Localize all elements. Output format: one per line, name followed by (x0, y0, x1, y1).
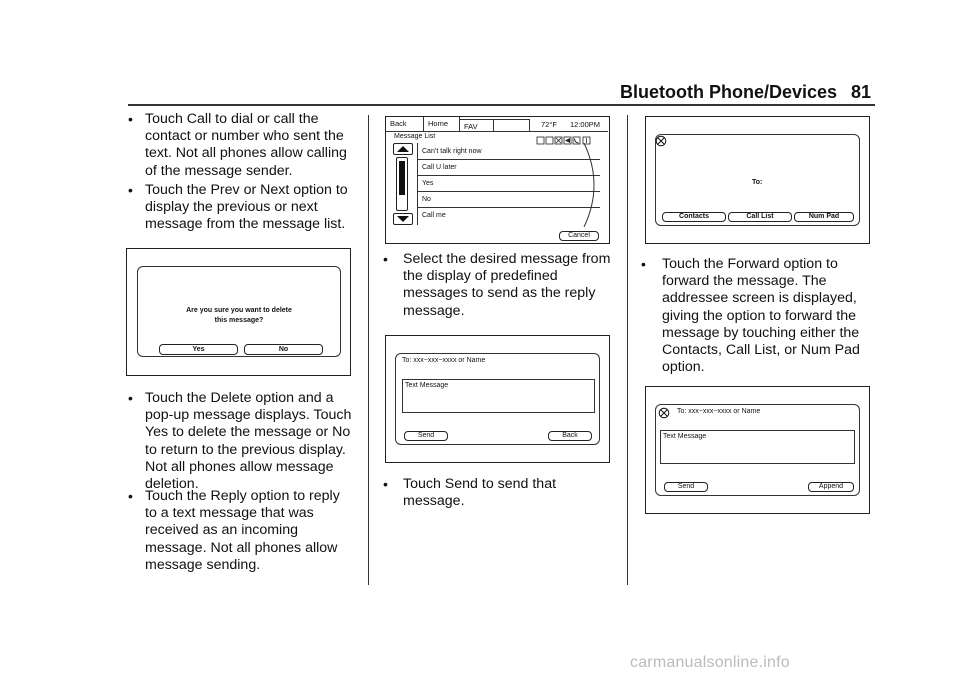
close-icon[interactable] (658, 407, 670, 419)
text-line: forward the message. The (662, 273, 827, 290)
text-line: display the previous or next (145, 199, 318, 216)
empty-slot (494, 119, 530, 131)
text-line: Touch the Forward option to (662, 256, 838, 272)
text-line: Yes to delete the message or No (145, 424, 351, 441)
bullet-dot: • (128, 182, 133, 198)
bullet-dot: • (383, 476, 388, 492)
arrow-down-icon (394, 214, 412, 224)
bullet-dot: • (128, 111, 133, 127)
home-button[interactable]: Home (424, 117, 460, 131)
text-line: message sending. (145, 556, 261, 573)
num-pad-button[interactable]: Num Pad (794, 212, 854, 222)
dialog-box (137, 266, 341, 357)
scroll-up-button[interactable] (393, 143, 413, 155)
contacts-button[interactable]: Contacts (662, 212, 726, 222)
text-line: addressee screen is displayed, (662, 290, 857, 307)
text-line: message. Not all phones allow (145, 539, 338, 556)
delete-confirm-screen (126, 248, 351, 376)
text-line: of the message sender. (145, 162, 293, 179)
list-item[interactable]: Call U later (418, 160, 600, 176)
bullet-dot: • (641, 256, 646, 272)
send-button[interactable]: Send (664, 482, 708, 492)
send-screen (385, 335, 610, 463)
text-message-label: Text Message (663, 433, 707, 440)
scroll-controls (393, 143, 413, 225)
page-number: 81 (851, 82, 872, 102)
status-icons (536, 132, 602, 141)
column-divider (368, 115, 369, 585)
to-label: To: (752, 179, 763, 186)
arrow-up-icon (394, 144, 412, 154)
header-rule (128, 104, 875, 106)
scroll-down-button[interactable] (393, 213, 413, 225)
watermark: carmanualsonline.info (630, 654, 790, 671)
addressee-screen (645, 116, 870, 244)
top-bar (386, 117, 608, 132)
text-line: Touch Call to dial or call the (145, 111, 319, 127)
list-item[interactable]: Yes (418, 176, 600, 192)
scroll-thumb[interactable] (399, 161, 405, 195)
back-button[interactable]: Back (386, 117, 424, 131)
no-button[interactable]: No (244, 344, 323, 355)
append-button[interactable]: Append (808, 482, 854, 492)
bullet-dot: • (383, 251, 388, 267)
call-list-button[interactable]: Call List (728, 212, 792, 222)
text-message-field[interactable] (660, 430, 855, 464)
message-list-title: Message List (394, 133, 436, 140)
text-line: message. (403, 302, 465, 319)
forward-screen (645, 386, 870, 514)
temperature: 72°F (541, 120, 557, 129)
text-line: Touch the Prev or Next option to (145, 182, 348, 198)
text-line: contact or number who sent the (145, 128, 344, 145)
text-line: to return to the previous display. (145, 441, 346, 458)
text-line: pop-up message displays. Touch (145, 407, 352, 424)
addressee-box (655, 134, 860, 226)
text-line: option. (662, 359, 705, 376)
fav-button[interactable]: FAV (460, 119, 494, 131)
column-divider (627, 115, 628, 585)
cancel-button[interactable]: Cancel (559, 231, 599, 241)
text-line: Touch the Delete option and a (145, 390, 334, 406)
list-curve (582, 143, 604, 227)
list-item[interactable]: No (418, 192, 600, 208)
text-line: to a text message that was (145, 505, 314, 522)
text-line: giving the option to forward the (662, 307, 857, 324)
text-line: Touch Send to send that (403, 476, 557, 492)
clock: 12:00PM (570, 120, 601, 129)
scroll-track[interactable] (396, 157, 408, 211)
back-button[interactable]: Back (548, 431, 592, 441)
delete-prompt-line1: Are you sure you want to delete (186, 307, 292, 314)
text-line: messages to send as the reply (403, 285, 596, 302)
text-line: the display of predefined (403, 268, 558, 285)
text-line: message by touching either the (662, 324, 860, 341)
section-title: Bluetooth Phone/Devices (620, 82, 838, 102)
bullet-dot: • (128, 390, 133, 406)
delete-prompt-line2: this message? (214, 317, 264, 324)
list-item[interactable]: Call me (422, 212, 446, 219)
compose-box (395, 353, 600, 445)
list-item[interactable]: Can’t talk right now (418, 144, 600, 160)
to-field[interactable]: To: xxx−xxx−xxxx or Name (402, 357, 486, 364)
text-line: message from the message list. (145, 216, 346, 233)
text-line: Not all phones allow message (145, 458, 334, 475)
text-line: received as an incoming (145, 522, 298, 539)
forward-compose-box (655, 404, 860, 496)
to-field[interactable]: To: xxx−xxx−xxxx or Name (677, 408, 761, 415)
text-line: Contacts, Call List, or Num Pad (662, 342, 860, 359)
text-line: message. (403, 493, 465, 510)
message-list-screen (385, 116, 610, 244)
text-message-field[interactable] (402, 379, 595, 413)
text-line: Touch the Reply option to reply (145, 488, 340, 504)
send-button[interactable]: Send (404, 431, 448, 441)
bullet-dot: • (128, 488, 133, 504)
text-line: text. Not all phones allow calling (145, 145, 347, 162)
yes-button[interactable]: Yes (159, 344, 238, 355)
text-message-label: Text Message (405, 382, 449, 389)
text-line: Select the desired message from (403, 251, 611, 267)
text-line: deletion. (145, 476, 199, 493)
